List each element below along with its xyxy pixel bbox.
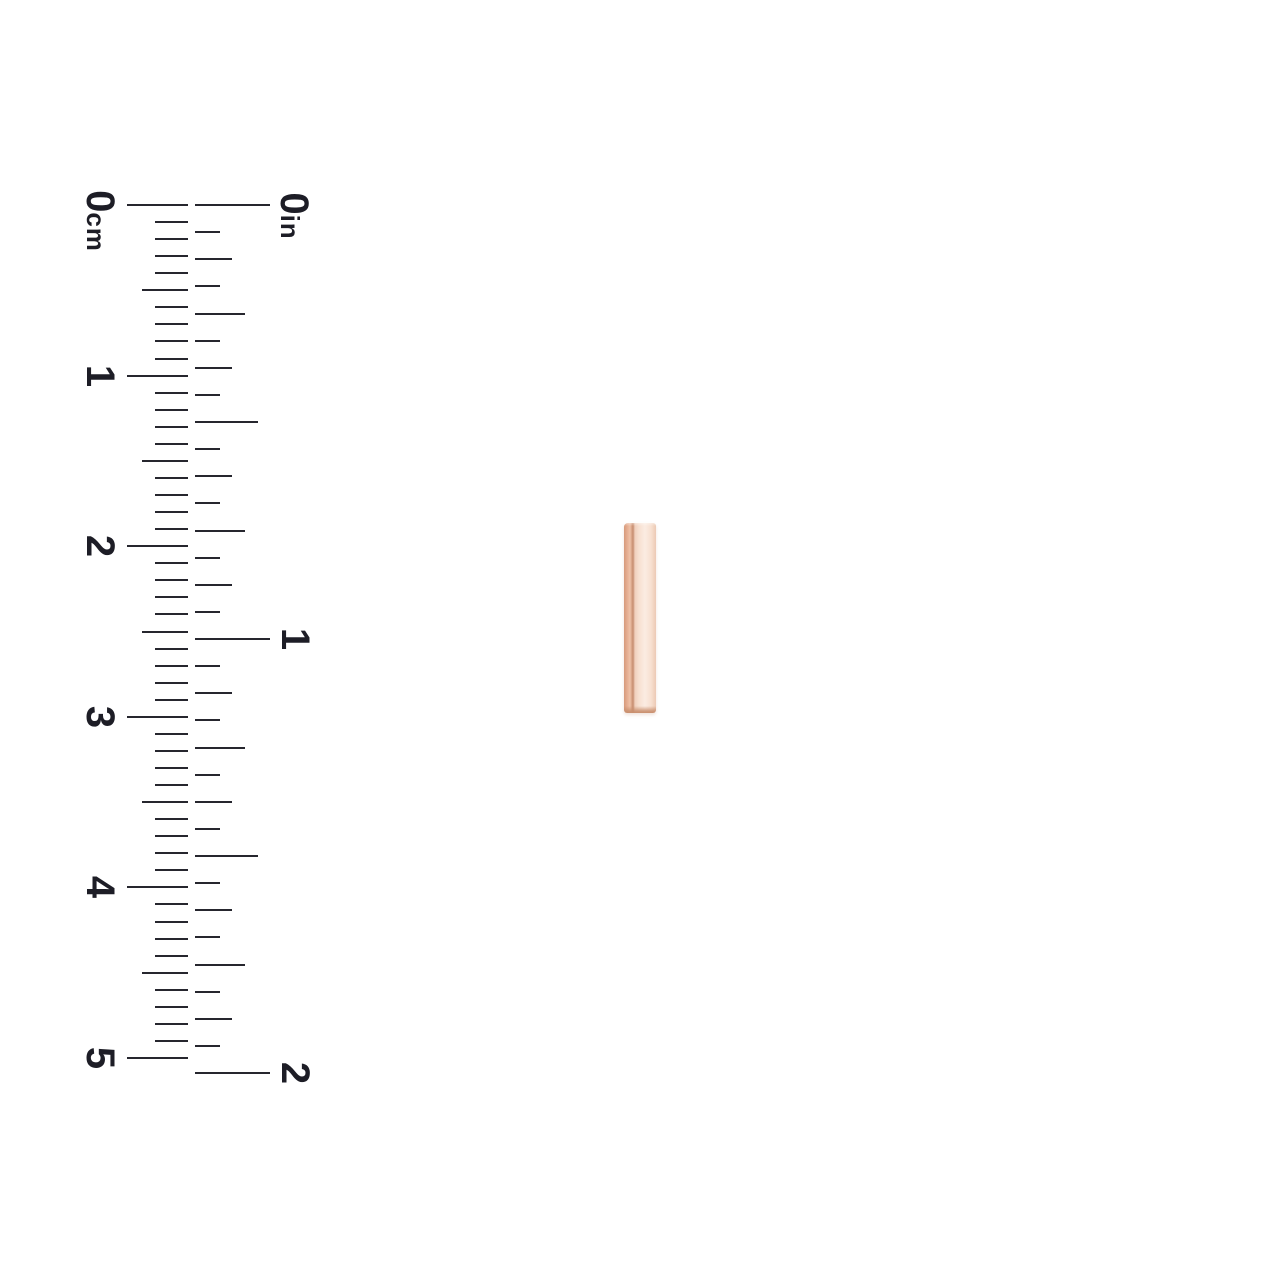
inch-numeral-text: 1 xyxy=(273,627,317,651)
cm-tick xyxy=(155,648,188,650)
inch-tick xyxy=(195,747,245,749)
cm-tick xyxy=(155,238,188,240)
inch-tick xyxy=(195,909,232,911)
cm-tick xyxy=(155,477,188,479)
cm-tick xyxy=(155,221,188,223)
cm-tick xyxy=(155,596,188,598)
inch-tick xyxy=(195,611,220,613)
cm-tick xyxy=(155,443,188,445)
cm-tick xyxy=(155,767,188,769)
cm-tick xyxy=(155,818,188,820)
inch-tick xyxy=(195,828,220,830)
cm-tick xyxy=(127,204,188,206)
cm-tick xyxy=(142,631,188,633)
cm-numeral-4 xyxy=(80,876,120,898)
inch-tick xyxy=(195,502,220,504)
inch-tick xyxy=(195,1045,220,1047)
inch-tick xyxy=(195,936,220,938)
cm-tick xyxy=(155,852,188,854)
inch-tick xyxy=(195,530,245,532)
cm-numeral-2 xyxy=(80,535,120,557)
cm-tick xyxy=(142,801,188,803)
inch-tick xyxy=(195,258,232,260)
inch-tick xyxy=(195,231,220,233)
inch-tick xyxy=(195,475,232,477)
cm-zero-digit: 0 xyxy=(78,190,122,213)
inch-tick xyxy=(195,557,220,559)
inch-numeral-2 xyxy=(275,1062,315,1084)
cm-tick xyxy=(155,340,188,342)
cm-tick xyxy=(155,1006,188,1008)
inch-tick xyxy=(195,1018,232,1020)
cm-tick xyxy=(155,903,188,905)
inch-tick xyxy=(195,313,245,315)
cm-tick xyxy=(155,921,188,923)
cm-tick xyxy=(155,682,188,684)
cm-numeral-text: 2 xyxy=(78,535,122,558)
inch-tick xyxy=(195,692,232,694)
cm-tick xyxy=(155,562,188,564)
inch-tick xyxy=(195,1072,270,1074)
cm-tick xyxy=(155,733,188,735)
cm-tick xyxy=(155,255,188,257)
cm-tick xyxy=(155,835,188,837)
cm-tick xyxy=(155,750,188,752)
inch-tick xyxy=(195,991,220,993)
inch-tick xyxy=(195,394,220,396)
cm-zero-label xyxy=(80,190,120,252)
cm-numeral-1 xyxy=(80,364,120,386)
inch-tick xyxy=(195,638,270,640)
inch-zero-label xyxy=(274,192,314,239)
inch-zero-digit: 0 xyxy=(272,192,316,215)
cm-tick xyxy=(127,886,188,888)
inch-tick xyxy=(195,855,258,857)
inch-tick xyxy=(195,665,220,667)
cm-tick xyxy=(155,784,188,786)
cm-tick xyxy=(155,1040,188,1042)
cm-tick xyxy=(127,716,188,718)
inch-tick xyxy=(195,340,220,342)
cm-numeral-text: 4 xyxy=(78,876,122,899)
cm-tick xyxy=(155,528,188,530)
cm-tick xyxy=(155,494,188,496)
cm-tick xyxy=(142,972,188,974)
cm-tick xyxy=(155,613,188,615)
cm-tick xyxy=(155,323,188,325)
cm-unit-label: cm xyxy=(81,212,111,252)
cm-tick xyxy=(127,1057,188,1059)
inch-tick xyxy=(195,584,232,586)
cm-tick xyxy=(155,1023,188,1025)
cm-tick xyxy=(155,938,188,940)
cm-tick xyxy=(142,460,188,462)
inch-numeral-text: 2 xyxy=(273,1061,317,1085)
cm-tick xyxy=(155,989,188,991)
cm-numeral-text: 1 xyxy=(78,364,122,387)
cm-tick xyxy=(127,375,188,377)
inch-tick xyxy=(195,421,258,423)
inch-tick xyxy=(195,719,220,721)
cm-tick xyxy=(155,392,188,394)
cm-tick xyxy=(155,699,188,701)
inch-tick xyxy=(195,964,245,966)
inch-tick xyxy=(195,204,270,206)
inch-numeral-1 xyxy=(275,628,315,650)
cm-tick xyxy=(155,579,188,581)
cm-numeral-text: 5 xyxy=(78,1046,122,1070)
product-bar xyxy=(624,523,656,713)
cm-tick xyxy=(142,289,188,291)
cm-numeral-5 xyxy=(80,1047,120,1069)
cm-tick xyxy=(155,409,188,411)
inch-tick xyxy=(195,448,220,450)
inch-unit-label: in xyxy=(275,214,305,240)
inch-tick xyxy=(195,774,220,776)
cm-tick xyxy=(155,272,188,274)
cm-numeral-text: 3 xyxy=(78,705,122,728)
cm-tick xyxy=(155,869,188,871)
cm-tick xyxy=(155,665,188,667)
inch-tick xyxy=(195,367,232,369)
cm-numeral-3 xyxy=(80,706,120,728)
cm-tick xyxy=(155,511,188,513)
cm-tick xyxy=(155,955,188,957)
inch-tick xyxy=(195,285,220,287)
cm-tick xyxy=(155,426,188,428)
inch-tick xyxy=(195,801,232,803)
cm-tick xyxy=(127,545,188,547)
cm-tick xyxy=(155,358,188,360)
inch-tick xyxy=(195,882,220,884)
cm-tick xyxy=(155,306,188,308)
